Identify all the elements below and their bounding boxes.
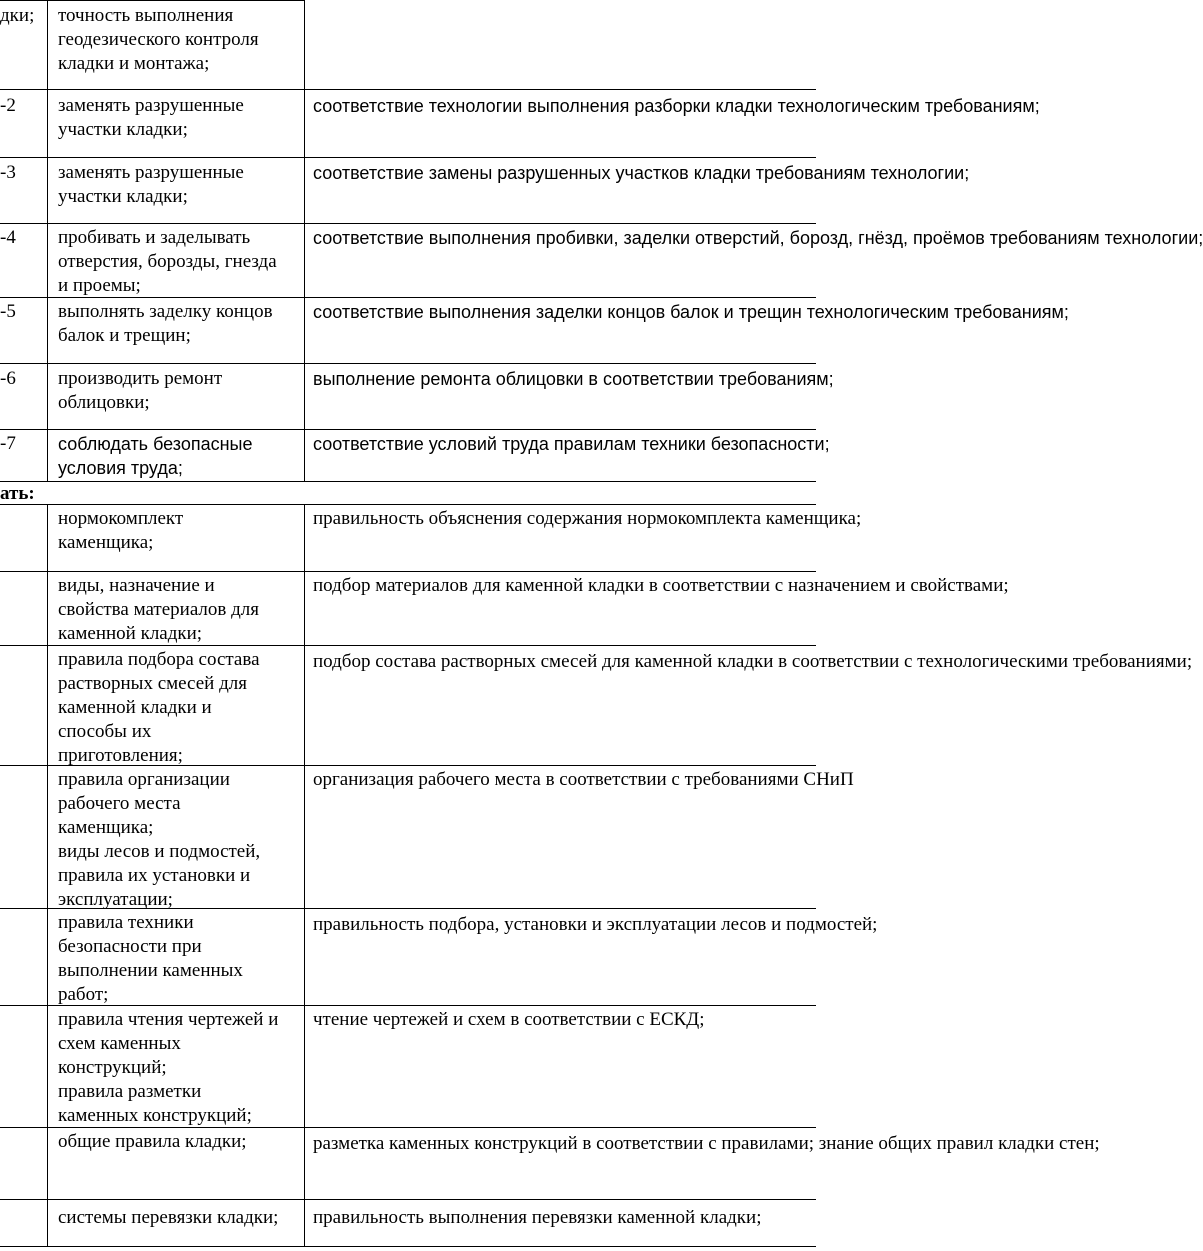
table-rule	[304, 504, 305, 1247]
knowledge-item: системы перевязки кладки;	[58, 1207, 279, 1228]
table-rule	[304, 0, 305, 482]
row-code: -6	[0, 368, 16, 389]
table-rule	[0, 89, 816, 90]
knowledge-item: нормокомплект каменщика;	[58, 508, 184, 553]
table-rule	[0, 504, 816, 505]
skill-text: заменять разрушенные участки кладки;	[58, 162, 244, 207]
skill-text: выполнять заделку концов балок и трещин;	[58, 301, 273, 346]
knowledge-item: общие правила кладки;	[58, 1131, 247, 1152]
table-rule	[0, 223, 816, 224]
skill-text: заменять разрушенные участки кладки;	[58, 95, 244, 140]
criterion-text: соответствие выполнения заделки концов балок и трещин технологическим требованиям;	[313, 302, 1069, 322]
table-rule	[47, 504, 48, 1247]
table-rule	[0, 0, 305, 1]
row-code: -2	[0, 95, 16, 116]
skill-text: соблюдать безопасные условия труда;	[58, 434, 253, 478]
criterion-text: подбор состава растворных смесей для каменной кладки в соответствии с технологическими требованиями;	[313, 651, 1193, 672]
knowledge-item: правила чтения чертежей и схем каменных конструкций; правила разметки каменных конструкций;	[58, 1009, 279, 1126]
row-code: -3	[0, 162, 16, 183]
knowledge-item: виды, назначение и свойства материалов для каменной кладки;	[58, 575, 260, 644]
criterion-text: правильность выполнения перевязки каменной кладки;	[313, 1207, 762, 1228]
row-code: -4	[0, 227, 16, 248]
row-code: -7	[0, 433, 16, 454]
row-code: -5	[0, 301, 16, 322]
skill-text: точность выполнения геодезического контроля кладки и монтажа;	[58, 5, 259, 74]
knowledge-item: правила организации рабочего места каменщика; виды лесов и подмостей, правила их установки и эксплуатации;	[58, 769, 261, 910]
table-rule	[0, 429, 816, 430]
table-rule	[0, 1246, 816, 1247]
skill-text: пробивать и заделывать отверстия, борозды, гнезда и проемы;	[58, 227, 277, 296]
criterion-text: соответствие выполнения пробивки, заделки отверстий, борозд, гнёзд, проёмов требованиям технологии;	[313, 228, 1203, 248]
criterion-text: соответствие условий труда правилам техники безопасности;	[313, 434, 830, 454]
knowledge-item: правила подбора состава растворных смесей для каменной кладки и способы их приготовления;	[58, 649, 260, 766]
table-rule	[0, 1199, 816, 1200]
criterion-text: разметка каменных конструкций в соответствии с правилами; знание общих правил кладки стен;	[313, 1133, 1100, 1154]
criterion-text: чтение чертежей и схем в соответствии с ЕСКД;	[313, 1009, 705, 1030]
criterion-text: соответствие замены разрушенных участков кладки требованиям технологии;	[313, 163, 970, 183]
criterion-text: выполнение ремонта облицовки в соответствии требованиям;	[313, 369, 834, 389]
table-rule	[47, 0, 48, 482]
knowledge-item: правила техники безопасности при выполнении каменных работ;	[58, 912, 243, 1005]
table-rule	[0, 363, 816, 364]
criterion-text: правильность объяснения содержания нормокомплекта каменщика;	[313, 508, 862, 529]
table-rule	[0, 157, 816, 158]
criterion-text: подбор материалов для каменной кладки в соответствии с назначением и свойствами;	[313, 575, 1009, 596]
row-code: дки;	[0, 5, 35, 26]
criterion-text: правильность подбора, установки и эксплуатации лесов и подмостей;	[313, 914, 878, 935]
criterion-text: организация рабочего места в соответствии с требованиями СНиП	[313, 769, 854, 790]
section-label: ать:	[0, 483, 35, 504]
skill-text: производить ремонт облицовки;	[58, 368, 223, 413]
table-rule	[0, 481, 816, 482]
table-rule	[0, 571, 816, 572]
criterion-text: соответствие технологии выполнения разборки кладки технологическим требованиям;	[313, 96, 1040, 116]
